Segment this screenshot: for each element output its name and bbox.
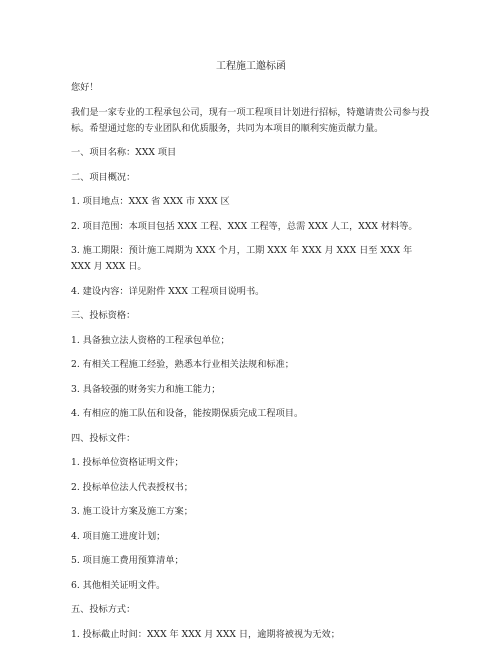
- section-project-name: 一、项目名称：XXX 项目: [71, 147, 177, 158]
- section-overview-heading: 二、项目概况：: [71, 171, 136, 183]
- section-qualification-heading: 三、投标资格：: [71, 310, 136, 321]
- section-documents-heading: 四、投标文件：: [71, 432, 136, 444]
- section-bidding-method-heading: 五、投标方式：: [71, 604, 136, 615]
- greeting: 您好！: [71, 82, 99, 93]
- qualification-item: 1. 具备独立法人资格的工程承包单位；: [71, 334, 230, 346]
- overview-item: 3. 施工期限：预计施工周期为 XXX 个月，工期 XXX 年 XXX 月 XXX 日至 XXX 年 XXX 月 XXX 日。: [71, 245, 413, 272]
- document-body: [71, 80, 431, 651]
- document-item: 3. 施工设计方案及施工方案；: [71, 506, 193, 517]
- overview-item: 4. 建设内容：详见附件 XXX 工程项目说明书。: [71, 285, 265, 297]
- overview-item: 1. 项目地点：XXX 省 XXX 市 XXX 区: [71, 196, 230, 207]
- document-title: 工程施工邀标函: [216, 61, 286, 72]
- document-item: 2. 投标单位法人代表授权书；: [71, 481, 193, 493]
- document-item: 6. 其他相关证明文件。: [71, 579, 166, 591]
- qualification-item: 3. 具备较强的财务实力和施工能力；: [71, 383, 221, 395]
- document-item: 4. 项目施工进度计划；: [71, 530, 166, 542]
- document-item: 5. 项目施工费用预算清单；: [71, 555, 184, 566]
- overview-item: 2. 项目范围：本项目包括 XXX 工程、XXX 工程等，总需 XXX 人工，XXX 材料等。: [71, 220, 418, 232]
- bidding-method-item: 1. 投标截止时间：XXX 年 XXX 月 XXX 日，逾期将被视为无效；: [71, 628, 340, 640]
- document-item: 1. 投标单位资格证明文件；: [71, 457, 184, 468]
- qualification-item: 4. 有相应的施工队伍和设备，能按期保质完成工程项目。: [71, 408, 304, 419]
- intro-paragraph: 我们是一家专业的工程承包公司，现有一项工程项目计划进行招标，特邀请贵公司参与投标。希望通过您的专业团队和优质服务，共同为本项目的顺利实施贡献力量。: [71, 106, 430, 134]
- qualification-item: 2. 有相关工程施工经验，熟悉本行业相关法规和标准；: [71, 359, 294, 370]
